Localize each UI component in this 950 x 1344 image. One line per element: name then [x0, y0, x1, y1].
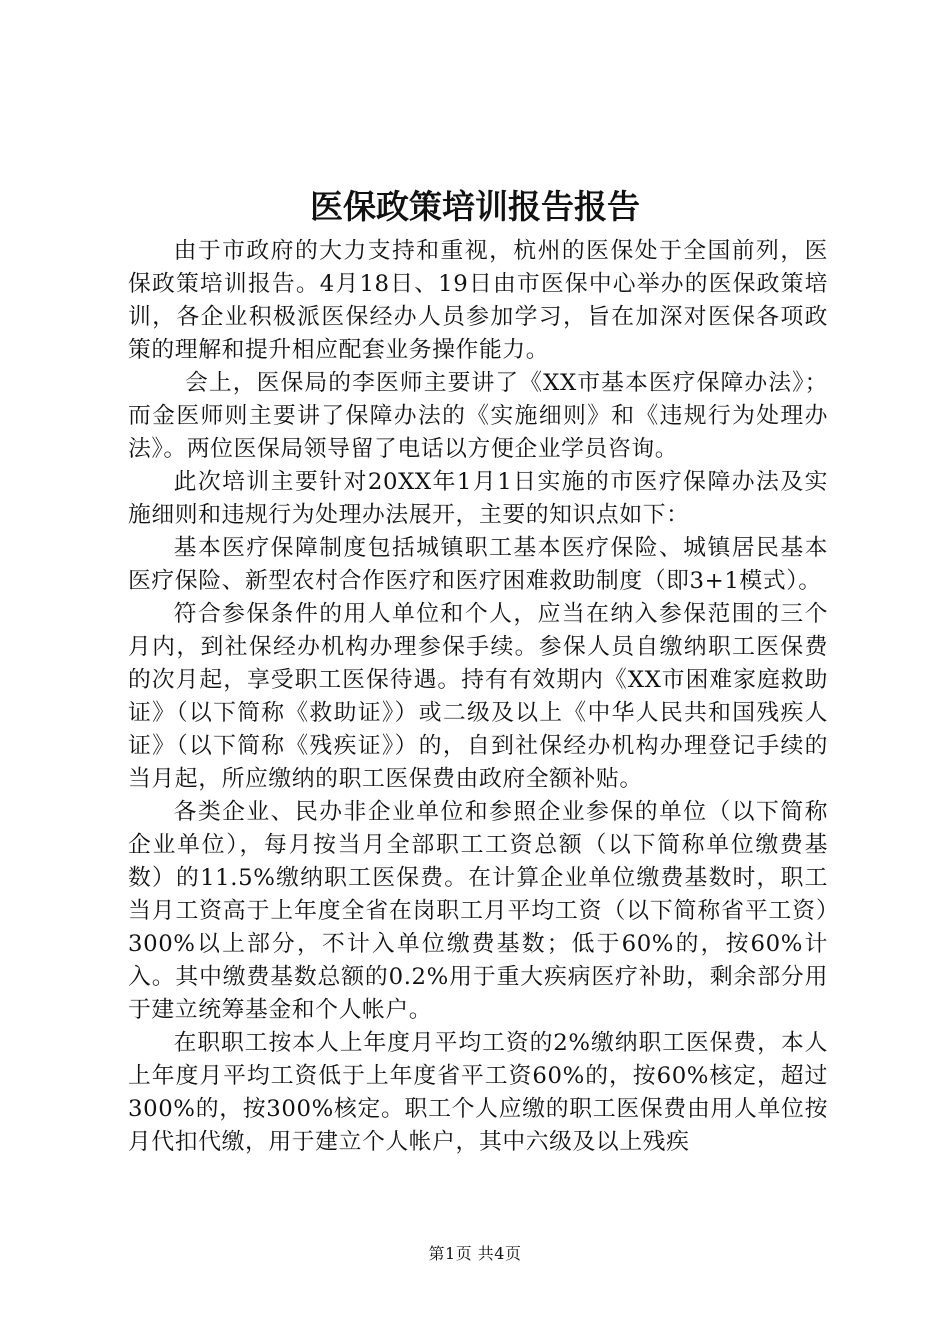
paragraph: 基本医疗保障制度包括城镇职工基本医疗保险、城镇居民基本医疗保险、新型农村合作医疗和医疗困难救助制度（即3+1模式）。 — [128, 535, 828, 594]
document-body — [128, 235, 828, 1159]
document-title: 医保政策培训报告报告 — [310, 187, 640, 226]
paragraph: 由于市政府的大力支持和重视，杭州的医保处于全国前列，医保政策培训报告。4月18日、19日由市医保中心举办的医保政策培训，各企业积极派医保经办人员参加学习，旨在加深对医保各项政策的理解和提升相应配套业务操作能力。 — [128, 238, 828, 363]
page-footer: 第1页 共4页 — [428, 1244, 522, 1263]
paragraph: 在职职工按本人上年度月平均工资的2%缴纳职工医保费，本人上年度月平均工资低于上年度省平工资60%的，按60%核定，超过300%的，按300%核定。职工个人应缴的职工医保费由用人单位按月代扣代缴，用于建立个人帐户，其中六级及以上残疾 — [128, 1030, 828, 1155]
paragraph: 此次培训主要针对20XX年1月1日实施的市医疗保障办法及实施细则和违规行为处理办法展开，主要的知识点如下： — [128, 469, 828, 528]
paragraph: 会上，医保局的李医师主要讲了《XX市基本医疗保障办法》；而金医师则主要讲了保障办法的《实施细则》和《违规行为处理办法》。两位医保局领导留了电话以方便企业学员咨询。 — [128, 370, 828, 462]
paragraph: 各类企业、民办非企业单位和参照企业参保的单位（以下简称企业单位），每月按当月全部职工工资总额（以下简称单位缴费基数）的11.5%缴纳职工医保费。在计算企业单位缴费基数时，职工当月工资高于上年度全省在岗职工月平均工资（以下简称省平工资）300%以上部分，不计入单位缴费基数；低于60%的，按60%计入。其中缴费基数总额的0.2%用于重大疾病医疗补助，剩余部分用于建立统筹基金和个人帐户。 — [128, 799, 828, 1023]
paragraph: 符合参保条件的用人单位和个人，应当在纳入参保范围的三个月内，到社保经办机构办理参保手续。参保人员自缴纳职工医保费的次月起，享受职工医保待遇。持有有效期内《XX市困难家庭救助证》（以下简称《救助证》）或二级及以上《中华人民共和国残疾人证》（以下简称《残疾证》）的，自到社保经办机构办理登记手续的当月起，所应缴纳的职工医保费由政府全额补贴。 — [128, 601, 828, 792]
